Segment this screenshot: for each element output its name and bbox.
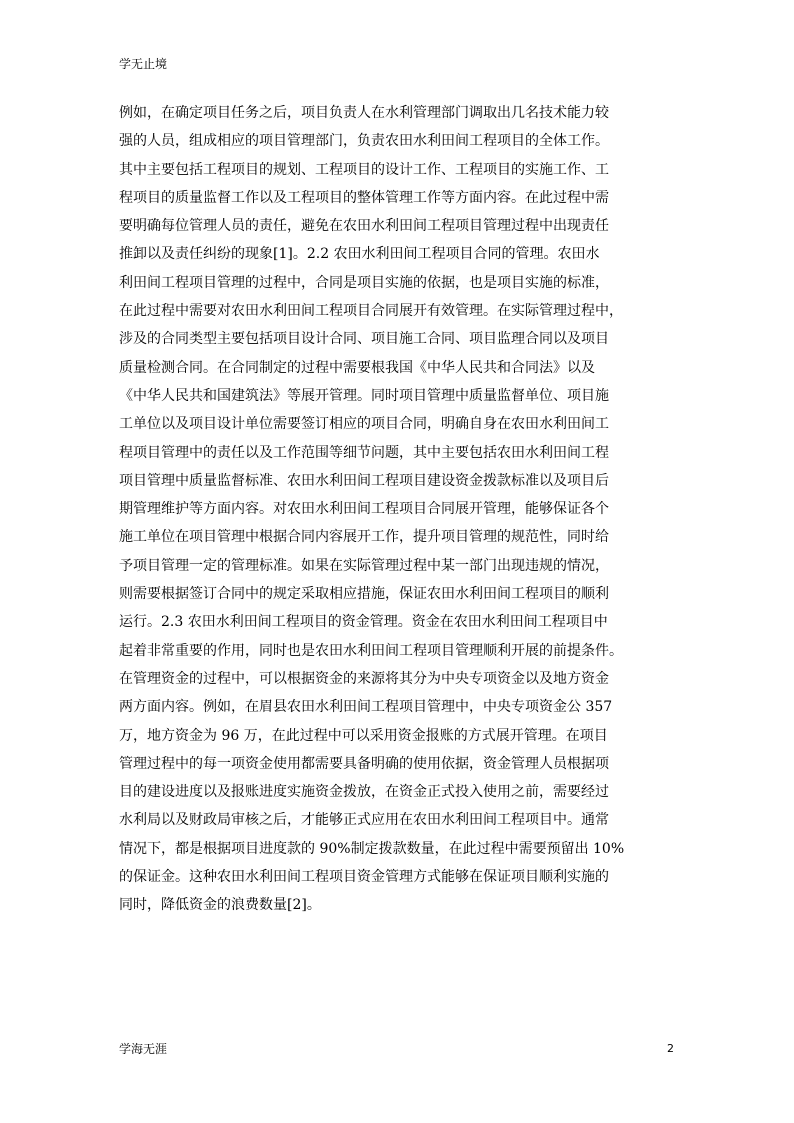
body-line: 在此过程中需要对农田水利田间工程项目合同展开有效管理。在实际管理过程中，: [119, 303, 623, 320]
body-line: 期管理维护等方面内容。对农田水利田间工程项目合同展开管理，能够保证各个: [119, 501, 609, 518]
body-line: 其中主要包括工程项目的规划、工程项目的设计工作、工程项目的实施工作、工: [119, 161, 609, 178]
body-line: 的保证金。这种农田水利田间工程项目资金管理方式能够在保证项目顺利实施的: [119, 869, 609, 886]
body-line: 例如，在确定项目任务之后，项目负责人在水利管理部门调取出几名技术能力较: [119, 105, 609, 121]
body-line: 运行。2.3 农田水利田间工程项目的资金管理。资金在农田水利田间工程项目中: [119, 614, 608, 631]
body-line: 强的人员，组成相应的项目管理部门，负责农田水利田间工程项目的全体工作。: [119, 133, 609, 150]
body-line: 情况下，都是根据项目进度款的 90%制定拨款数量，在此过程中需要预留出 10%: [119, 840, 625, 857]
body-text: [119, 99, 685, 920]
body-line: 起着非常重要的作用，同时也是农田水利田间工程项目管理顺利开展的前提条件。: [119, 642, 623, 659]
body-line: 工单位以及项目设计单位需要签订相应的项目合同，明确自身在农田水利田间工: [119, 416, 609, 433]
body-line: 同时，降低资金的浪费数量[2]。: [119, 897, 321, 914]
body-line: 涉及的合同类型主要包括项目设计合同、项目施工合同、项目监理合同以及项目: [119, 331, 609, 348]
body-line: 《中华人民共和国建筑法》等展开管理。同时项目管理中质量监督单位、项目施: [119, 387, 609, 404]
page-footer-text: 学海无涯: [119, 1042, 168, 1056]
page-number: 2: [667, 1042, 674, 1055]
body-line: 推卸以及责任纠纷的现象[1]。2.2 农田水利田间工程项目合同的管理。农田水: [119, 246, 600, 263]
body-line: 目的建设进度以及报账进度实施资金拨放，在资金正式投入使用之前，需要经过: [119, 784, 609, 801]
body-line: 在管理资金的过程中，可以根据资金的来源将其分为中央专项资金以及地方资金: [119, 670, 609, 687]
body-line: 则需要根据签订合同中的规定采取相应措施，保证农田水利田间工程项目的顺利: [119, 586, 609, 603]
body-line: 要明确每位管理人员的责任，避免在农田水利田间工程项目管理过程中出现责任: [119, 218, 609, 235]
body-line: 万，地方资金为 96 万，在此过程中可以采用资金报账的方式展开管理。在项目: [119, 727, 608, 744]
body-line: 项目管理中质量监督标准、农田水利田间工程项目建设资金拨款标准以及项目后: [119, 472, 609, 489]
page-header: 学无止境: [119, 57, 168, 71]
body-line: 予项目管理一定的管理标准。如果在实际管理过程中某一部门出现违规的情况，: [119, 557, 609, 574]
body-line: 程项目管理中的责任以及工作范围等细节问题，其中主要包括农田水利田间工程: [119, 444, 609, 461]
body-line: 管理过程中的每一项资金使用都需要具备明确的使用依据，资金管理人员根据项: [119, 755, 609, 772]
body-line: 质量检测合同。在合同制定的过程中需要根我国《中华人民共和合同法》以及: [119, 359, 595, 376]
body-line: 施工单位在项目管理中根据合同内容展开工作，提升项目管理的规范性，同时给: [119, 529, 609, 546]
body-line: 利田间工程项目管理的过程中，合同是项目实施的依据，也是项目实施的标准，: [119, 274, 609, 291]
body-line: 程项目的质量监督工作以及工程项目的整体管理工作等方面内容。在此过程中需: [119, 189, 609, 206]
body-line: 水利局以及财政局审核之后，才能够正式应用在农田水利田间工程项目中。通常: [119, 812, 609, 829]
body-line: 两方面内容。例如，在眉县农田水利田间工程项目管理中，中央专项资金公 357: [119, 699, 613, 716]
